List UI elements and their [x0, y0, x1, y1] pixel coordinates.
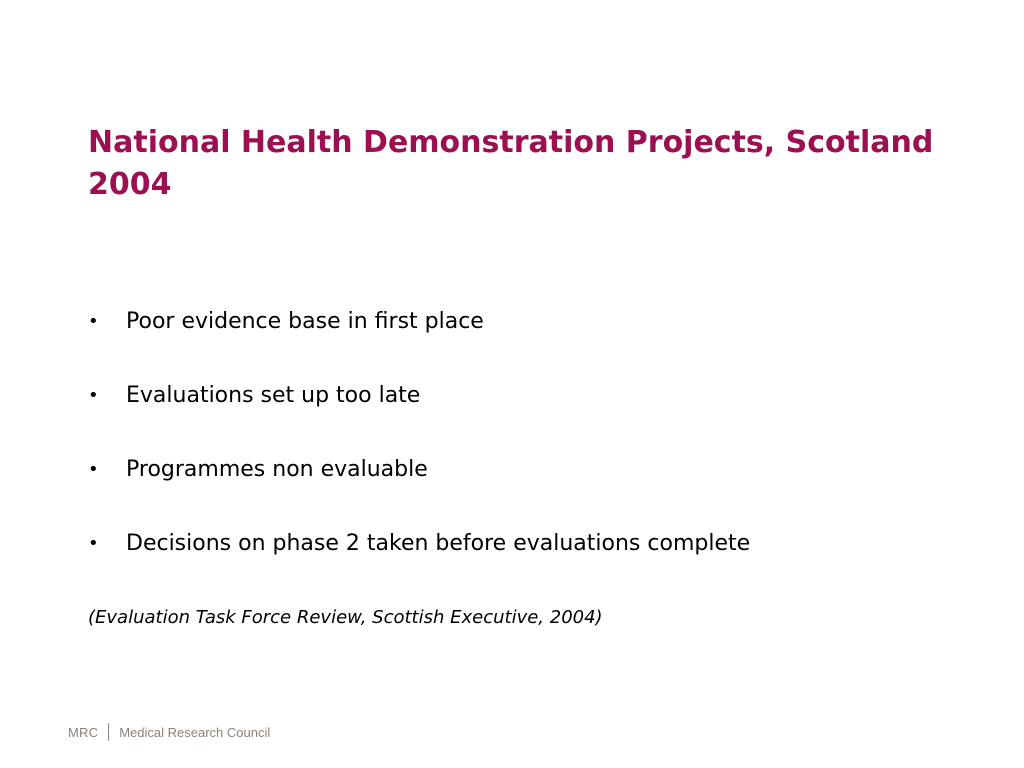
- bullet-item: [88, 528, 750, 602]
- bullet-dot-icon: •: [88, 385, 99, 406]
- bullet-dot-icon: •: [88, 533, 99, 554]
- logo-divider: [108, 723, 109, 741]
- bullet-dot-icon: •: [88, 459, 99, 480]
- bullet-text: Programmes non evaluable: [126, 457, 428, 482]
- bullet-item: [88, 306, 750, 380]
- bullet-text: Poor evidence base in first place: [126, 309, 484, 334]
- citation: (Evaluation Task Force Review, Scottish Executive, 2004): [88, 607, 603, 628]
- bullet-dot-icon: •: [88, 311, 99, 332]
- mrc-logo: [68, 722, 270, 742]
- bullet-text: Decisions on phase 2 taken before evaluations complete: [126, 531, 751, 556]
- bullet-list: [88, 306, 750, 602]
- bullet-item: [88, 380, 750, 454]
- logo-organization-name: Medical Research Council: [119, 724, 271, 740]
- slide-title: National Health Demonstration Projects, Scotland 2004: [88, 125, 934, 202]
- bullet-item: [88, 454, 750, 528]
- bullet-text: Evaluations set up too late: [126, 383, 421, 408]
- logo-abbreviation: MRC: [68, 724, 99, 740]
